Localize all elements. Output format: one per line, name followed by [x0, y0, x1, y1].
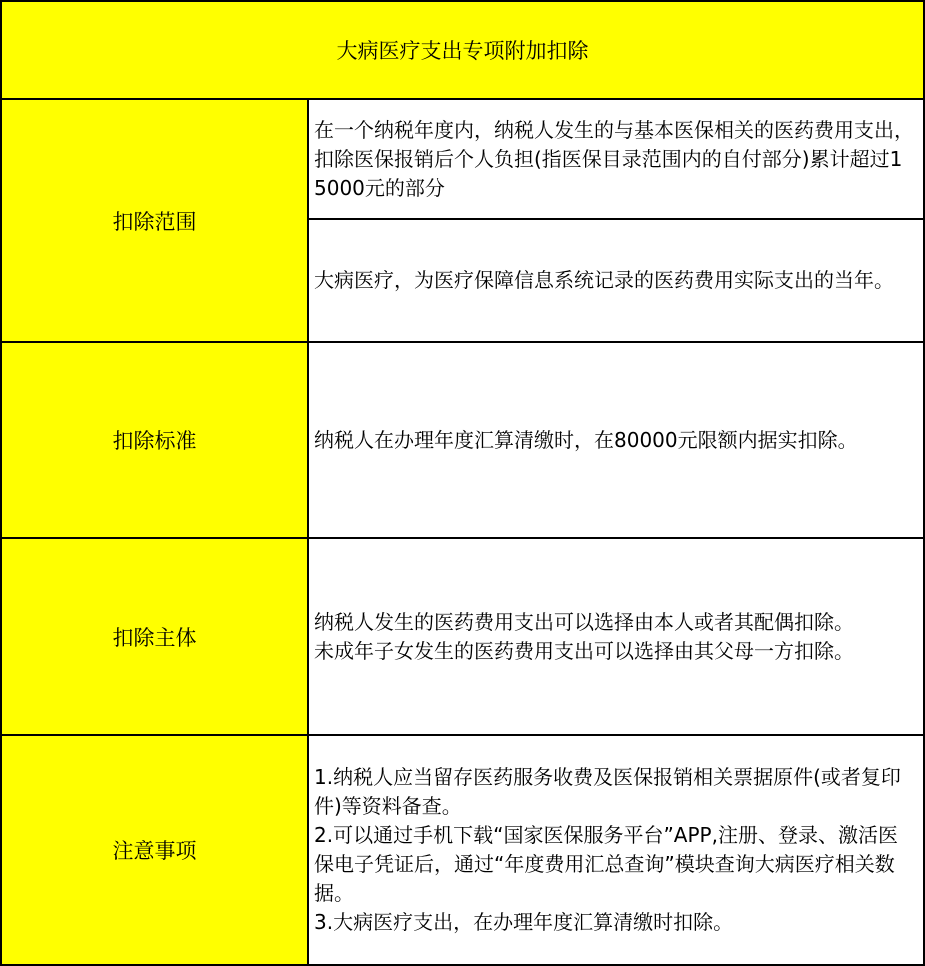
content-cell-scope-2: [307, 218, 925, 343]
row-label-subject: 扣除主体: [112, 625, 197, 650]
content-cell-standard: [307, 341, 925, 539]
row-label-cell-subject: [0, 537, 309, 736]
row-label-scope: 扣除范围: [112, 209, 197, 234]
content-cell-subject: [307, 537, 925, 736]
row-label-cell-notes: [0, 734, 309, 966]
table-title: 大病医疗支出专项附加扣除: [336, 39, 589, 63]
content-text-notes: 1.纳税人应当留存医药服务收费及医保报销相关票据原件(或者复印件)等资料备查。 2.可以通过手机下载“国家医保服务平台”APP,注册、登录、激活医保电子凭证后，通过“年度费用汇总查询”模块查询大病医疗相关数据。 3.大病医疗支出，在办理年度汇算清缴时扣除。: [314, 765, 901, 934]
content-cell-notes: [307, 734, 925, 966]
row-label-standard: 扣除标准: [112, 429, 197, 453]
row-label-cell-standard: [0, 341, 309, 539]
content-text-subject: 纳税人发生的医药费用支出可以选择由本人或者其配偶扣除。 未成年子女发生的医药费用支出可以选择由其父母一方扣除。: [314, 609, 854, 663]
content-cell-scope-1: [307, 98, 925, 220]
row-label-cell-scope: [0, 98, 309, 343]
content-text-scope-2: 大病医疗，为医疗保障信息系统记录的医药费用实际支出的当年。: [314, 268, 894, 292]
table-title-cell: [0, 0, 925, 100]
content-text-scope-1: 在一个纳税年度内，纳税人发生的与基本医保相关的医药费用支出，扣除医保报销后个人负担(指医保目录范围内的自付部分)累计超过15000元的部分: [314, 117, 914, 200]
content-text-standard: 纳税人在办理年度汇算清缴时，在80000元限额内据实扣除。: [314, 427, 858, 452]
row-label-notes: 注意事项: [112, 839, 197, 863]
